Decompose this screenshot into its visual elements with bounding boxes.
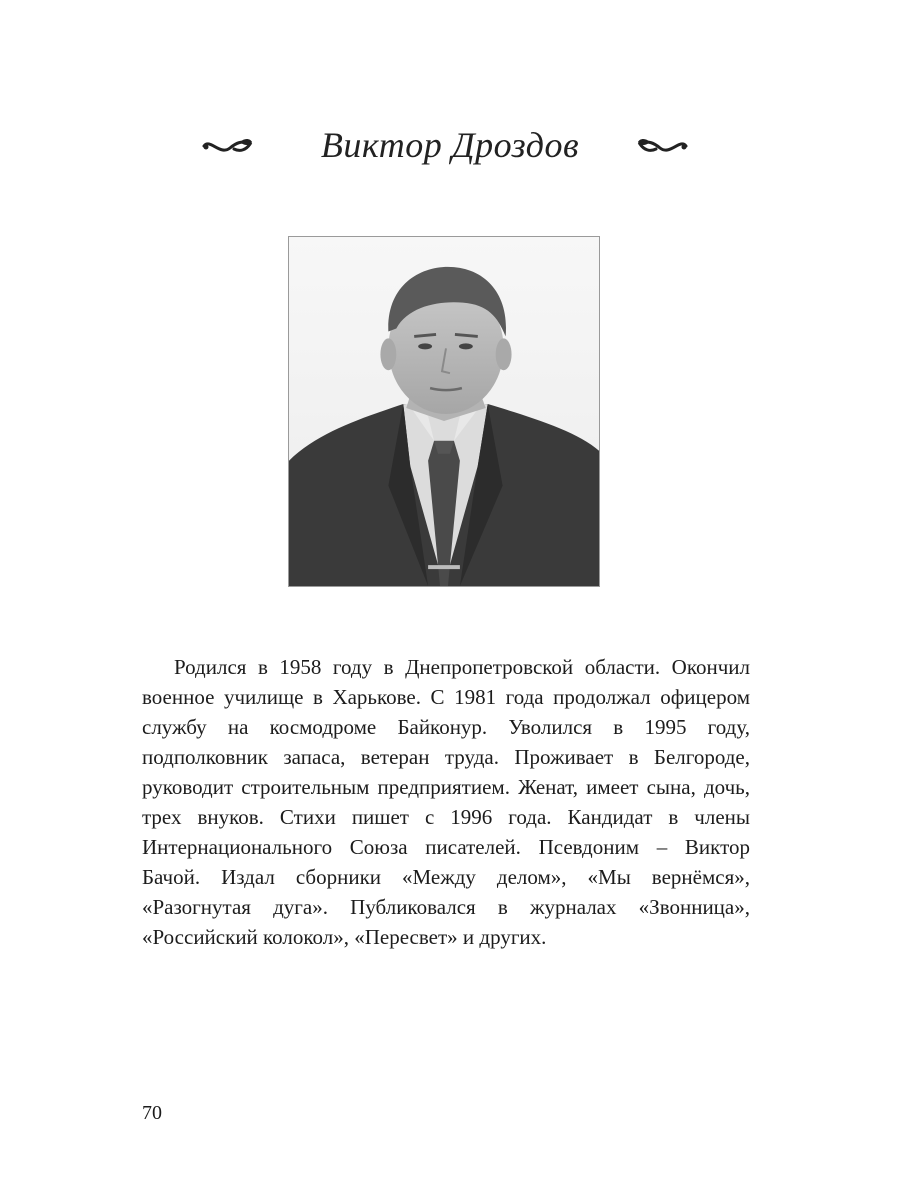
page-title: Виктор Дроздов bbox=[320, 125, 580, 165]
page-number: 70 bbox=[142, 1102, 162, 1124]
author-photo bbox=[288, 236, 600, 587]
right-ornament-icon bbox=[634, 134, 690, 162]
biography-text: Родился в 1958 году в Днепропетровской области. Окончил военное училище в Харькове. С 1981 года продолжал офицером службу на космодроме Байконур. Уволился в 1995 году, подполковник запаса, ветеран труда. Проживает в Белгороде, руководит строительным предприятием. Женат, имеет сына, дочь, трех внуков. Стихи пишет с 1996 года. Кандидат в члены Интернационального Союза писателей. Псевдоним – Виктор Бачой. Издал сборники «Между делом», «Мы вернёмся», «Разогнутая дуга». Публиковался в журналах «Звонница», «Российский колокол», «Пересвет» и других. bbox=[142, 655, 750, 949]
author-portrait-icon bbox=[289, 237, 599, 586]
title-row bbox=[0, 118, 900, 178]
